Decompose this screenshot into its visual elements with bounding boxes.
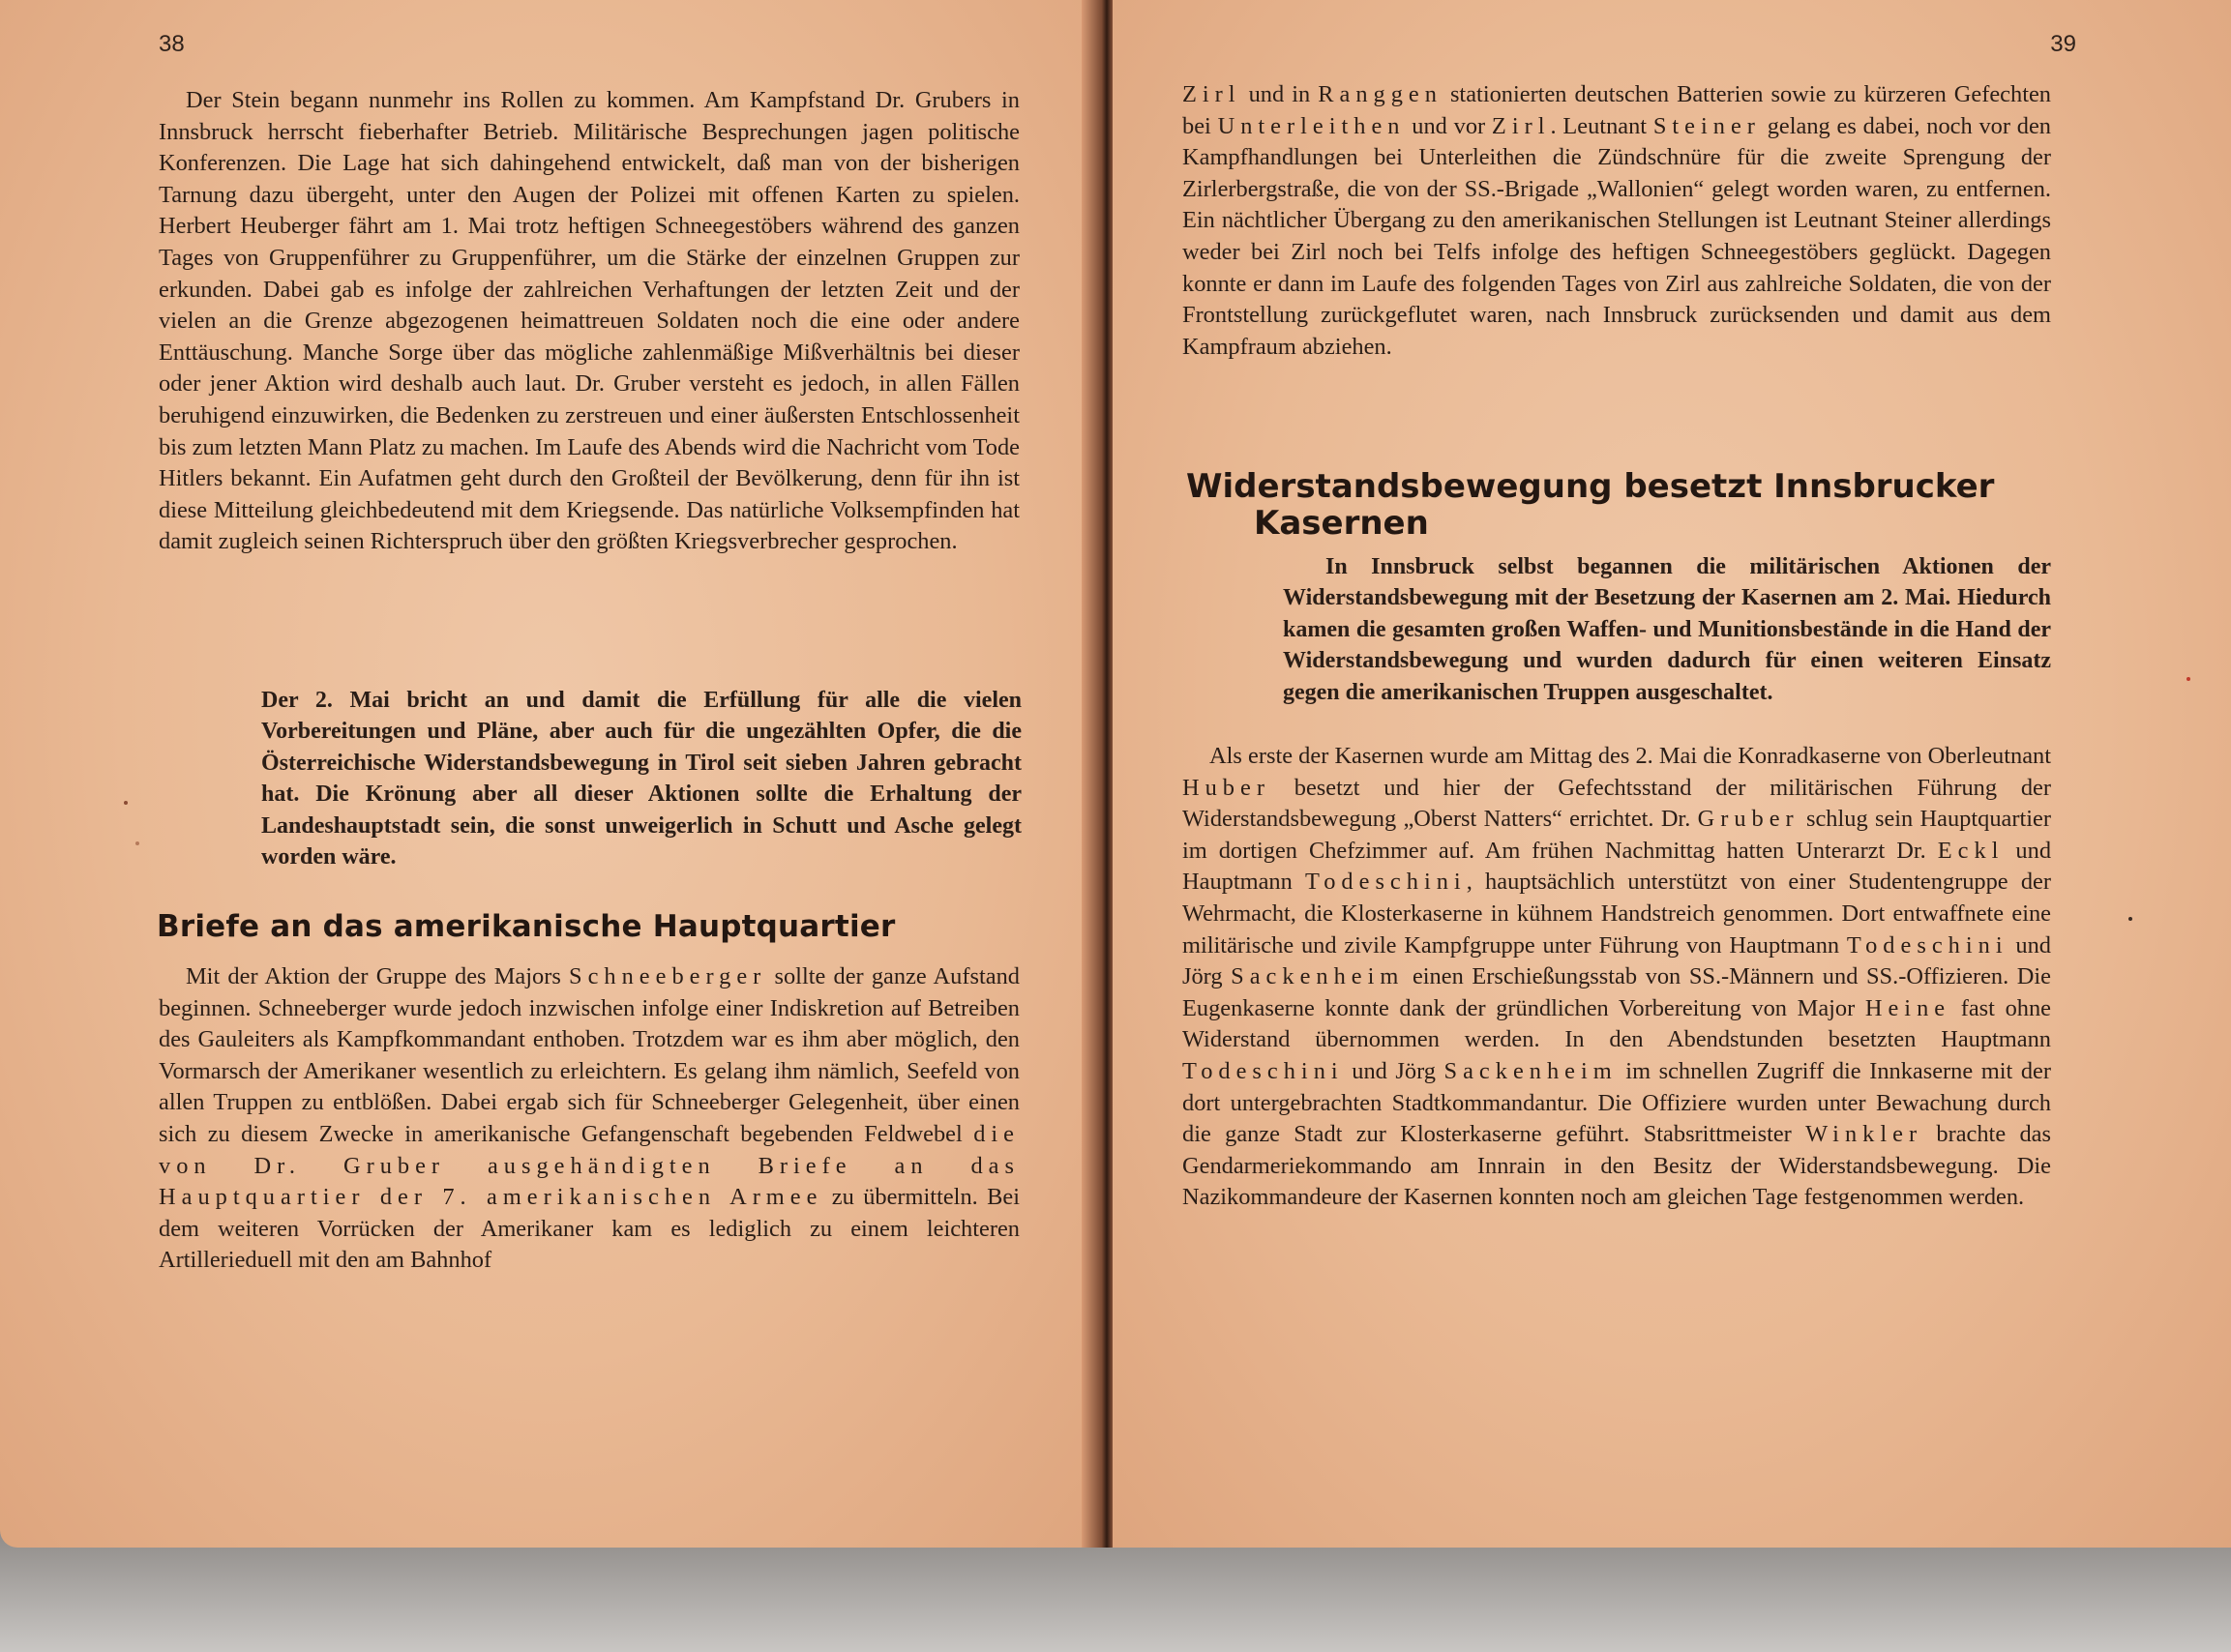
place-ranggen: Ranggen: [1318, 81, 1443, 107]
heading-barracks: [1186, 468, 1994, 542]
left-text-column: [159, 85, 1020, 558]
left-bold-block-container: [261, 685, 1022, 872]
name-todeschini: Todeschini: [1846, 931, 2008, 959]
paragraph-letters: [159, 961, 1020, 1277]
paragraph-barracks: [1182, 741, 2051, 1214]
text-segment: und vor: [1405, 112, 1492, 139]
text-segment: fast ohne Widerstand übernommen werden. In den Abendstunden besetzten Hauptmann: [1182, 994, 2051, 1053]
name-heine: Heine: [1864, 994, 1951, 1021]
name-todeschini: Todeschini: [1305, 869, 1467, 896]
name-gruber: Gruber: [1697, 806, 1800, 833]
page-number-left: 38: [159, 31, 185, 57]
text-segment: und Jörg: [1182, 931, 2051, 990]
text-segment: und Hauptmann: [1182, 837, 2052, 896]
text-segment: schlug sein Hauptquartier im dortigen Chefzimmer auf. Am frühen Nachmittag hatten Unterarzt Dr.: [1182, 806, 2051, 864]
spaced-letters-phrase: die von Dr. Gruber ausgehändigten Briefe an das Hauptquartier der 7. amerikanischen Armee: [159, 1120, 1020, 1211]
letters-text-b: sollte der ganze Aufstand beginnen. Schneeberger wurde jedoch inzwischen infolge einer Indiskretion auf Betreiben des Gauleiters als Kampfkommandant enthoben. Trotzdem war es ihm aber möglich, den Vormarsch der Amerikaner wesentlich zu erleichtern. Es gelang ihm nämlich, Seefeld von allen Truppen zu entblößen. Dabei ergab sich für Schneeberger Gelegenheit, über einen sich zu diesem Zwecke in amerikanische Gefangenschaft begebenden Feldwebel: [159, 963, 1020, 1147]
bold-block-may-2: Der 2. Mai bricht an und damit die Erfüllung für alle die vielen Vorbereitungen und Pläne, aber auch für die ungezählten Opfer, die die Österreichische Widerstandsbewegung in Tirol seit sieben Jahren gebracht hat. Die Krönung aber all dieser Aktionen sollte die Erhaltung der Landeshauptstadt sein, die sonst unweigerlich in Schutt und Asche gelegt worden wäre.: [261, 688, 1022, 870]
text-segment: im schnellen Zugriff die Innkaserne mit der dort untergebrachten Stadtkommandantur. Die Offiziere wurden unter Bewachung durch die ganze Stadt zur Klosterkaserne geführt. Stabsrittmeister: [1182, 1057, 2051, 1148]
letters-text-c: zu übermitteln. Bei dem weiteren Vorrücken der Amerikaner kam es lediglich zu einem leichteren Artillerieduell mit den am Bahnhof: [159, 1184, 1020, 1274]
page-number-right: 39: [2050, 31, 2076, 57]
text-segment: und Jörg: [1343, 1057, 1444, 1084]
name-huber: Huber: [1182, 774, 1270, 801]
letters-text-a: Mit der Aktion der Gruppe des Majors: [186, 963, 570, 989]
right-text-bottom: [1182, 741, 2051, 1214]
paper-speck: [135, 841, 139, 845]
name-schneeberger: Schneeberger: [569, 963, 767, 989]
text-segment: einen Erschießungsstab von SS.-Männern und SS.-Offizieren. Die Eugenkaserne konnte dank der gründlichen Vorbereitung von Major: [1182, 963, 2051, 1021]
name-eckl: Eckl: [1937, 837, 2005, 864]
right-bold-block-container: [1283, 551, 2051, 708]
right-page: [1113, 0, 2231, 1548]
name-todeschini: Todeschini: [1182, 1057, 1344, 1084]
right-text-top: [1182, 79, 2051, 363]
name-steiner: Steiner: [1652, 112, 1761, 139]
heading-letters: Briefe an das amerikanische Hauptquartier: [157, 909, 896, 944]
text-segment: und in: [1240, 81, 1319, 107]
text-segment: besetzt und hier der Gefechtsstand der militärischen Führung der Widerstandsbewegung „Oberst Natters“ errichtet. Dr.: [1182, 774, 2051, 833]
name-sackenheim: Sackenheim: [1443, 1057, 1618, 1084]
text-segment: Als erste der Kasernen wurde am Mittag des 2. Mai die Konradkaserne von Oberleutnant: [1209, 743, 2051, 769]
place-unterleithen: Unterleithen: [1217, 112, 1406, 139]
paper-speck: [124, 801, 128, 805]
text-segment: brachte das Gendarmeriekommando am Innrain in den Besitz der Widerstandsbewegung. Die Nazikommandeure der Kasernen konnten noch am gleichen Tage festgenommen werden.: [1182, 1121, 2051, 1211]
name-winkler: Winkler: [1805, 1121, 1923, 1148]
heading-barracks-line2: Kasernen: [1254, 504, 1429, 543]
letters-text-column: [159, 961, 1020, 1277]
text-segment: , hauptsächlich unterstützt von einer Studentengruppe der Wehrmacht, die Klosterkaserne in kühnem Handstreich genommen. Dort entwaffnete eine militärische und zivile Kampfgruppe unter Führung von Hauptmann: [1182, 869, 2051, 959]
text-segment: stationierten deutschen Batterien sowie zu kürzeren Gefechten bei: [1182, 81, 2051, 139]
text-segment: . Leutnant: [1550, 112, 1653, 139]
place-zirl: Zirl: [1491, 112, 1551, 139]
left-page: [0, 0, 1095, 1548]
paper-speck: [2186, 677, 2190, 681]
bold-block-barracks: In Innsbruck selbst begannen die militärischen Aktionen der Widerstandsbewegung mit der Besetzung der Kasernen am 2. Mai. Hiedurch kamen die gesamten großen Waffen- und Munitionsbestände in die Hand der Widerstandsbewegung und wurden dadurch für einen weiteren Einsatz gegen die amerikanischen Truppen ausgeschaltet.: [1283, 554, 2051, 705]
place-zirl: Zirl: [1182, 81, 1241, 107]
paragraph-intro: Der Stein begann nunmehr ins Rollen zu kommen. Am Kampfstand Dr. Grubers in Innsbruck herrscht fieberhafter Betrieb. Militärische Besprechungen jagen politische Konferenzen. Die Lage hat sich dahingehend entwickelt, daß man von der bisherigen Tarnung dazu übergeht, unter den Augen der Polizei mit offenen Karten zu spielen. Herbert Heuberger fährt am 1. Mai trotz heftigen Schneegestöbers während des ganzen Tages von Gruppenführer zu Gruppenführer, um die Stärke der einzelnen Gruppen zur erkunden. Dabei gab es infolge der zahlreichen Verhaftungen der letzten Zeit und der vielen an die Grenze abgezogenen heimattreuen Soldaten noch die eine oder andere Enttäuschung. Manche Sorge über das mögliche zahlenmäßige Mißverhältnis bei dieser oder jener Aktion wird deshalb auch laut. Dr. Gruber versteht es jedoch, in allen Fällen beruhigend einzuwirken, die Bedenken zu zerstreuen und einer äußersten Entschlossenheit bis zum letzten Mann Platz zu machen. Im Laufe des Abends wird die Nachricht vom Tode Hitlers bekannt. Ein Aufatmen geht durch den Großteil der Bevölkerung, denn für ihn ist diese Mitteilung gleichbedeutend mit dem Kriegsende. Das natürliche Volksempfinden hat damit zugleich seinen Richterspruch über den größten Kriegsverbrecher gesprochen.: [159, 87, 1020, 555]
name-sackenheim: Sackenheim: [1231, 963, 1405, 990]
paragraph-batteries: [1182, 79, 2051, 363]
paper-speck: [2128, 917, 2132, 921]
text-segment: gelang es dabei, noch vor den Kampfhandlungen bei Unterleithen die Zündschnüre für die zweite Sprengung der Zirlerbergstraße, die von der SS.-Brigade „Wallonien“ gelegt worden waren, zu entfernen. Ein nächtlicher Übergang zu den amerikanischen Stellungen ist Leutnant Steiner allerdings weder bei Zirl noch bei Telfs infolge des heftigen Schneegestöbers geglückt. Dagegen konnte er dann im Laufe des folgenden Tages von Zirl aus zahlreiche Soldaten, die von der Frontstellung zurückgeflutet waren, nach Innsbruck zurücksenden und damit aus dem Kampfraum abziehen.: [1182, 112, 2051, 360]
heading-barracks-line1: Widerstandsbewegung besetzt Innsbrucker: [1186, 467, 1995, 506]
